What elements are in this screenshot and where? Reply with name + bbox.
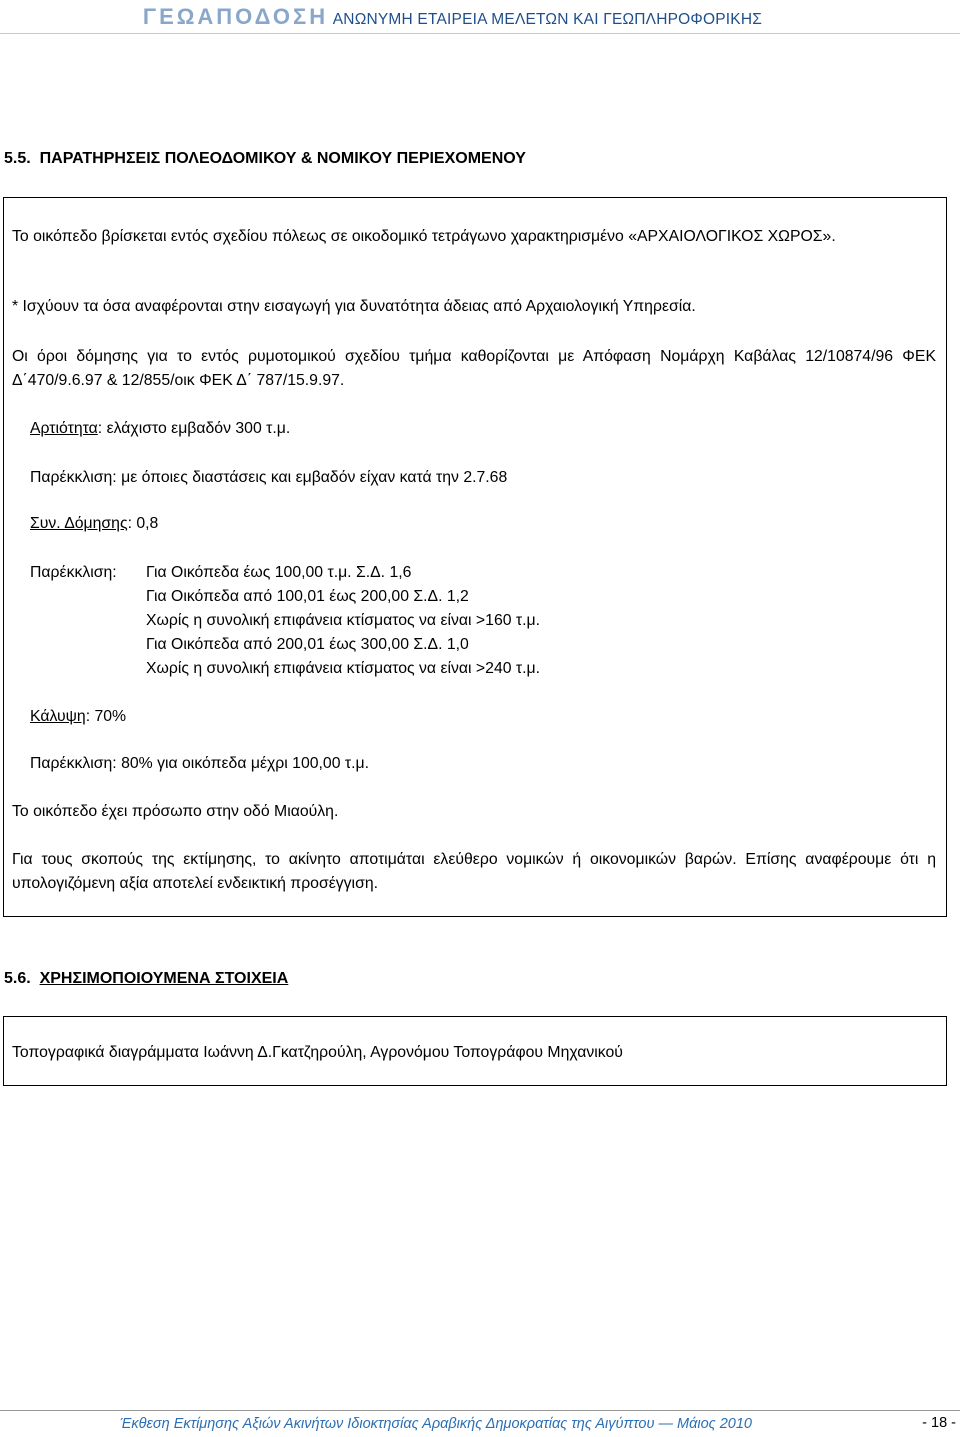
artiotita-value: : ελάχιστο εμβαδόν 300 τ.μ. [97,420,291,437]
section-title: ΠΑΡΑΤΗΡΗΣΕΙΣ ΠΟΛΕΟΔΟΜΙΚΟΥ & ΝΟΜΙΚΟΥ ΠΕΡΙΕΧΟΜΕΝΟΥ [39,150,526,167]
exception-line-3: Χωρίς η συνολική επιφάνεια κτίσματος να είναι >160 τ.μ. [146,612,541,629]
exception-line-4: Για Οικόπεδα από 200,01 έως 300,00 Σ.Δ. 1,0 [146,636,469,653]
exception-coverage: Παρέκκλιση: 80% για οικόπεδα μέχρι 100,00 τ.μ. [30,755,369,772]
footer-divider [0,1410,960,1411]
para-archaeology: * Ισχύουν τα όσα αναφέρονται στην εισαγωγή για δυνατότητα άδειας από Αρχαιολογική Υπηρεσία. [12,298,696,315]
page-number: - 18 - [922,1415,956,1431]
header-divider [0,33,960,34]
section-title: ΧΡΗΣΙΜΟΠΟΙΟΥΜΕΝΑ ΣΤΟΙΧΕΙΑ [39,970,289,987]
coverage-value: : 70% [85,708,127,725]
exception-line-5: Χωρίς η συνολική επιφάνεια κτίσματος να είναι >240 τ.μ. [146,660,541,677]
frontage-note: Το οικόπεδο έχει πρόσωπο στην οδό Μιαούλη. [12,803,339,820]
exception-line-2: Για Οικόπεδα από 100,01 έως 200,00 Σ.Δ. 1,2 [146,588,469,605]
coverage-label: Κάλυψη [30,708,86,725]
artiotita-label: Αρτιότητα [30,420,98,437]
company-subtitle: ΑΝΩΝΥΜΗ ΕΤΑΙΡΕΙΑ ΜΕΛΕΤΩΝ ΚΑΙ ΓΕΩΠΛΗΡΟΦΟΡΙΚΗΣ [332,11,762,28]
coverage-line [30,705,126,729]
exception-dimensions: Παρέκκλιση: με όποιες διαστάσεις και εμβαδόν είχαν κατά την 2.7.68 [30,469,508,486]
artiotita-line [30,417,290,441]
section-number: 5.6. [4,970,31,987]
para-location: Το οικόπεδο βρίσκεται εντός σχεδίου πόλεως σε οικοδομικό τετράγωνο χαρακτηρισμένο «ΑΡΧΑΙΟΛΟΓΙΚΟΣ ΧΩΡΟΣ». [12,228,836,245]
data-source-text: Τοπογραφικά διαγράμματα Ιωάννη Δ.Γκατζηρούλη, Αγρονόμου Τοπογράφου Μηχανικού [12,1044,623,1061]
section-5-5-heading [4,150,526,168]
company-brand: ΓΕΩΑΠΟΔΟΣΗ [142,4,329,29]
building-coefficient-label: Συν. Δόμησης [30,515,128,532]
building-coefficient-line [30,512,158,536]
exception-label: Παρέκκλιση: [30,564,117,581]
section-number: 5.5. [4,150,31,167]
para-building-terms: Οι όροι δόμησης για το εντός ρυμοτομικού σχεδίου τμήμα καθορίζονται με Απόφαση Νομάρχη Καβάλας 12/10874/96 ΦΕΚ Δ΄470/9.6.97 & 12/855/οικ ΦΕΚ Δ΄ 787/15.9.97. [12,348,936,389]
page-header [143,4,762,30]
footer-text: Έκθεση Εκτίμησης Αξιών Ακινήτων Ιδιοκτησίας Αραβικής Δημοκρατίας της Αιγύπτου — Μάιος 2010 [120,1416,752,1432]
valuation-note: Για τους σκοπούς της εκτίμησης, το ακίνητο αποτιμάται ελεύθερο νομικών ή οικονομικών βαρών. Επίσης αναφέρουμε ότι η υπολογιζόμενη αξία αποτελεί ενδεικτική προσέγγιση. [12,851,936,892]
section-5-6-heading [4,970,288,988]
building-coefficient-value: : 0,8 [127,515,159,532]
exception-line-1: Για Οικόπεδα έως 100,00 τ.μ. Σ.Δ. 1,6 [146,564,412,581]
